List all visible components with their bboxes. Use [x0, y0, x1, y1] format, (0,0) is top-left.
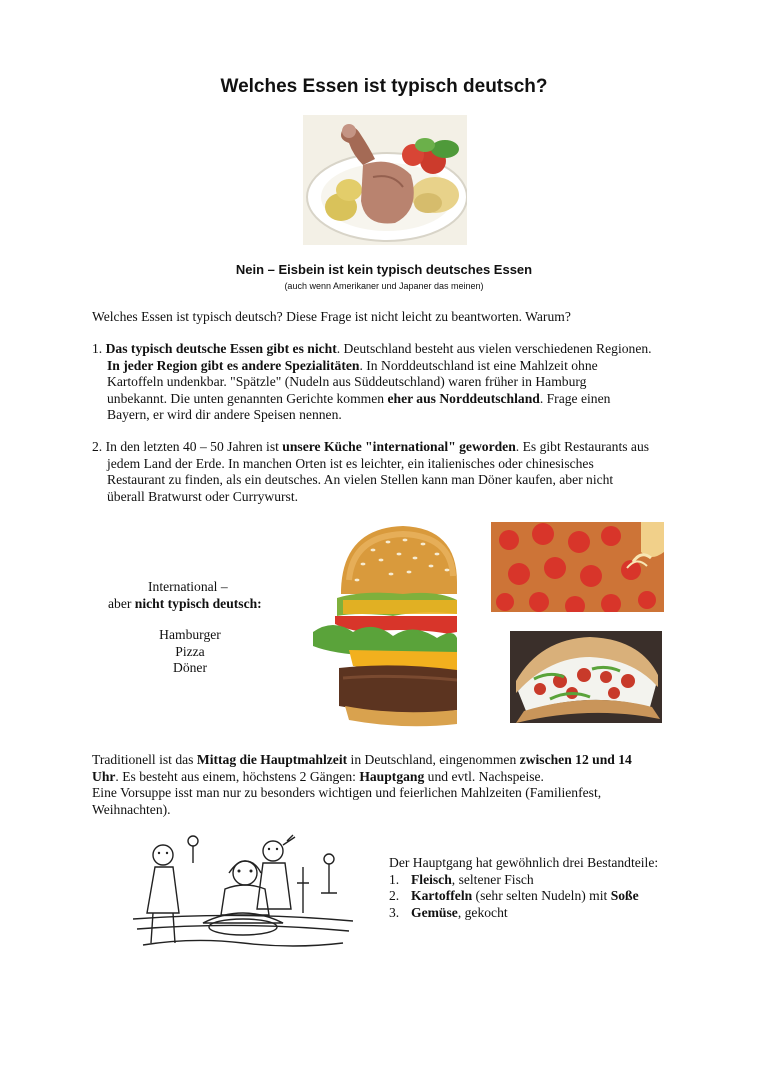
point-1-text-1: . Deutschland besteht aus vielen verschiedenen Regionen. [336, 341, 652, 356]
point-2-line-2: jedem Land der Erde. In manchen Orten ist es leichter, ein italienisches oder chinesisches [107, 455, 594, 471]
point-1-line-2 [92, 358, 692, 375]
international-text-2a: aber [108, 595, 135, 611]
hamburger-image [313, 520, 457, 728]
point-2-text-1a: In den letzten 40 – 50 Jahren ist [105, 439, 283, 454]
point-1-bold-4: eher aus Norddeutschland [387, 390, 540, 406]
international-bold-2: nicht typisch deutsch: [134, 595, 262, 611]
tradition-text-4: und evtl. Nachspeise. [424, 768, 544, 784]
international-line-1: International – [148, 579, 228, 594]
point-1-text-4b: . Frage einen [539, 390, 611, 406]
point-1-text-2: . In Norddeutschland ist eine Mahlzeit ohne [359, 357, 598, 373]
point-1-number: 1. [92, 341, 103, 356]
point-2-line-4: überall Bratwurst oder Currywurst. [107, 488, 299, 504]
hauptgang-item-bold: Gemüse [411, 904, 458, 920]
tradition-paragraph [92, 752, 692, 818]
point-2-number: 2. [92, 439, 103, 454]
point-1-line-5: Bayern, er wird dir andere Speisen nennen. [107, 407, 342, 422]
image-caption-heading: Nein – Eisbein ist kein typisch deutsches Essen [235, 262, 533, 277]
tradition-line-3: Eine Vorsuppe isst man nur zu besonders wichtigen und feierlichen Mahlzeiten (Familienfest, [92, 785, 602, 800]
hauptgang-item-text: , gekocht [457, 904, 508, 920]
point-1-line-3: Kartoffeln undenkbar. "Spätzle" (Nudeln aus Süddeutschland) waren früher in Hamburg [107, 374, 587, 389]
point-2-line-3: Restaurant zu finden, als ein deutsches. An vielen Stellen kann man Döner kaufen, aber nicht [107, 472, 614, 487]
point-2-bold-1: unsere Küche "international" geworden [282, 439, 516, 454]
hauptgang-item-text: (sehr selten Nudeln) mit [472, 888, 611, 903]
point-1-line-4 [92, 391, 692, 408]
eisbein-image [303, 115, 467, 245]
point-1-bold-2: In jeder Region gibt es andere Spezialitäten [107, 357, 360, 373]
point-1-paragraph [92, 341, 692, 424]
intro-paragraph [92, 309, 692, 326]
dinner-illustration [133, 833, 353, 957]
tradition-text-2: in Deutschland, eingenommen [347, 752, 520, 767]
international-food-hamburger: Hamburger [159, 627, 221, 642]
hauptgang-list [389, 872, 689, 922]
hauptgang-item-bold: Fleisch [411, 871, 452, 887]
tradition-bold-2: zwischen 12 und 14 [519, 752, 632, 767]
international-label [92, 579, 302, 612]
tradition-text-3: . Es besteht aus einem, höchstens 2 Gängen: [115, 768, 360, 784]
hauptgang-item-text: , seltener Fisch [451, 871, 534, 887]
tradition-bold-4: Hauptgang [359, 768, 425, 784]
point-1-text-4a: unbekannt. Die unten genannten Gerichte kommen [107, 390, 388, 406]
tradition-bold-3: Uhr [92, 768, 116, 784]
hauptgang-block [389, 855, 689, 921]
international-line-2 [92, 596, 302, 613]
page-title: Welches Essen ist typisch deutsch? [220, 76, 548, 97]
tradition-line-4: Weihnachten). [92, 801, 171, 817]
image-caption-note: (auch wenn Amerikaner und Japaner das meinen) [284, 281, 484, 291]
international-food-list [120, 627, 260, 677]
point-2-line-1 [92, 439, 692, 456]
hauptgang-item [389, 905, 689, 922]
international-food-doener: Döner [173, 660, 207, 675]
hauptgang-item-number: 2. [389, 888, 400, 903]
hauptgang-item [389, 872, 689, 889]
intro-text: Welches Essen ist typisch deutsch? Diese Frage ist nicht leicht zu beantworten. Warum? [92, 309, 571, 324]
point-1-bold-1: Das typisch deutsche Essen gibt es nicht [105, 341, 337, 356]
tradition-line-1 [92, 752, 692, 769]
tradition-bold-1: Mittag die Hauptmahlzeit [196, 752, 348, 767]
hauptgang-item-bold-2: Soße [610, 888, 639, 903]
hauptgang-item-number: 3. [389, 904, 400, 920]
hauptgang-intro: Der Hauptgang hat gewöhnlich drei Bestandteile: [389, 855, 659, 870]
hauptgang-item-bold: Kartoffeln [411, 888, 473, 903]
doener-image [510, 631, 662, 723]
tradition-text-1: Traditionell ist das [92, 752, 197, 767]
hauptgang-item-number: 1. [389, 871, 400, 887]
tradition-line-2 [92, 769, 692, 786]
point-2-text-1b: . Es gibt Restaurants aus [515, 439, 650, 454]
international-food-pizza: Pizza [175, 643, 205, 659]
pizza-image [491, 522, 664, 612]
point-2-paragraph [92, 439, 692, 505]
hauptgang-item [389, 888, 689, 905]
point-1-line-1 [92, 341, 692, 358]
